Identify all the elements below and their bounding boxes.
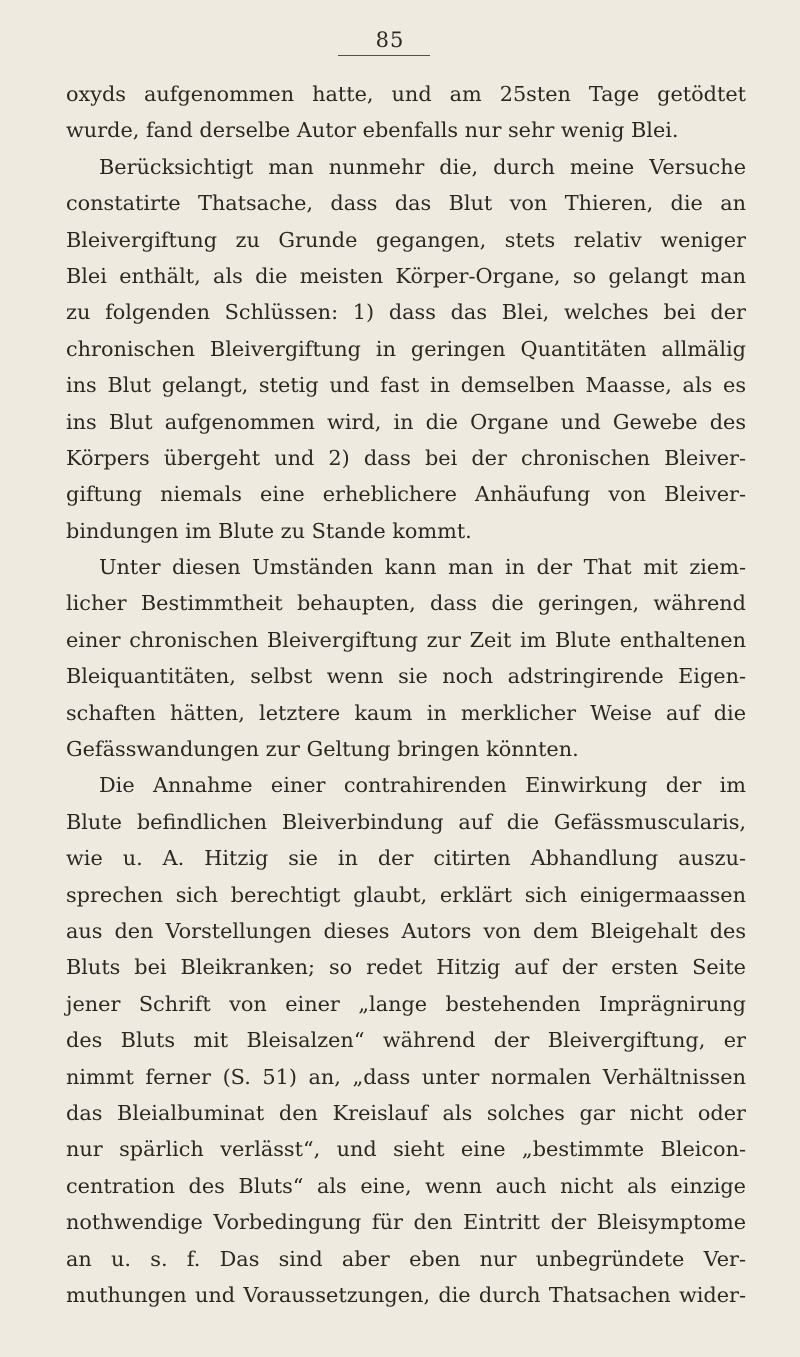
text-line: giftung niemals eine erheblichere Anhäufung von Bleiver- [66, 482, 746, 507]
text-line: Bleiquantitäten, selbst wenn sie noch adstringirende Eigen- [66, 664, 746, 689]
text-line: Blute befindlichen Bleiverbindung auf die Gefässmuscularis, [66, 809, 746, 834]
text-line: Berücksichtigt man nunmehr die, durch meine Versuche [99, 154, 746, 179]
text-line: muthungen und Voraussetzungen, die durch Thatsachen wider- [66, 1282, 746, 1307]
text-line: jener Schrift von einer „lange bestehenden Imprägnirung [66, 991, 746, 1016]
header-rule [338, 55, 430, 56]
page-number: 85 [375, 28, 405, 52]
text-line: nothwendige Vorbedingung für den Eintritt der Bleisymptome [66, 1210, 746, 1235]
text-line: wie u. A. Hitzig sie in der citirten Abhandlung auszu- [66, 846, 746, 871]
text-line: nimmt ferner (S. 51) an, „dass unter normalen Verhältnissen [66, 1064, 746, 1089]
text-line: Blei enthält, als die meisten Körper-Organe, so gelangt man [66, 263, 746, 288]
text-line: centration des Bluts“ als eine, wenn auch nicht als einzige [66, 1173, 746, 1198]
text-line: Gefässwandungen zur Geltung bringen könnten. [66, 737, 579, 762]
text-line: einer chronischen Bleivergiftung zur Zeit im Blute enthaltenen [66, 627, 746, 652]
text-line: chronischen Bleivergiftung in geringen Quantitäten allmälig [66, 336, 746, 361]
text-line: zu folgenden Schlüssen: 1) dass das Blei, welches bei der [66, 300, 746, 325]
text-line: nur spärlich verlässt“, und sieht eine „bestimmte Bleicon- [66, 1137, 746, 1162]
text-line: Die Annahme einer contrahirenden Einwirkung der im [99, 773, 746, 798]
text-line: sprechen sich berechtigt glaubt, erklärt sich einigermaassen [66, 882, 746, 907]
text-line: wurde, fand derselbe Autor ebenfalls nur sehr wenig Blei. [66, 118, 679, 143]
text-line: aus den Vorstellungen dieses Autors von dem Bleigehalt des [66, 918, 746, 943]
text-line: des Bluts mit Bleisalzen“ während der Bleivergiftung, er [66, 1028, 746, 1053]
text-line: an u. s. f. Das sind aber eben nur unbegründete Ver- [66, 1246, 746, 1271]
text-line: constatirte Thatsache, dass das Blut von Thieren, die an [66, 191, 746, 216]
text-line: das Bleialbuminat den Kreislauf als solches gar nicht oder [66, 1100, 746, 1125]
text-line: Körpers übergeht und 2) dass bei der chronischen Bleiver- [66, 445, 746, 470]
text-line: Unter diesen Umständen kann man in der That mit ziem- [99, 555, 746, 580]
text-line: ins Blut gelangt, stetig und fast in demselben Maasse, als es [66, 373, 746, 398]
text-line: ins Blut aufgenommen wird, in die Organe und Gewebe des [66, 409, 746, 434]
text-line: Bleivergiftung zu Grunde gegangen, stets relativ weniger [66, 227, 746, 252]
text-line: schaften hätten, letztere kaum in merklicher Weise auf die [66, 700, 746, 725]
text-line: oxyds aufgenommen hatte, und am 25sten Tage getödtet [66, 82, 746, 106]
text-line: licher Bestimmtheit behaupten, dass die geringen, während [66, 591, 746, 616]
text-line: Bluts bei Bleikranken; so redet Hitzig auf der ersten Seite [66, 955, 746, 980]
text-line: bindungen im Blute zu Stande kommt. [66, 518, 472, 543]
body-text [66, 76, 746, 1313]
